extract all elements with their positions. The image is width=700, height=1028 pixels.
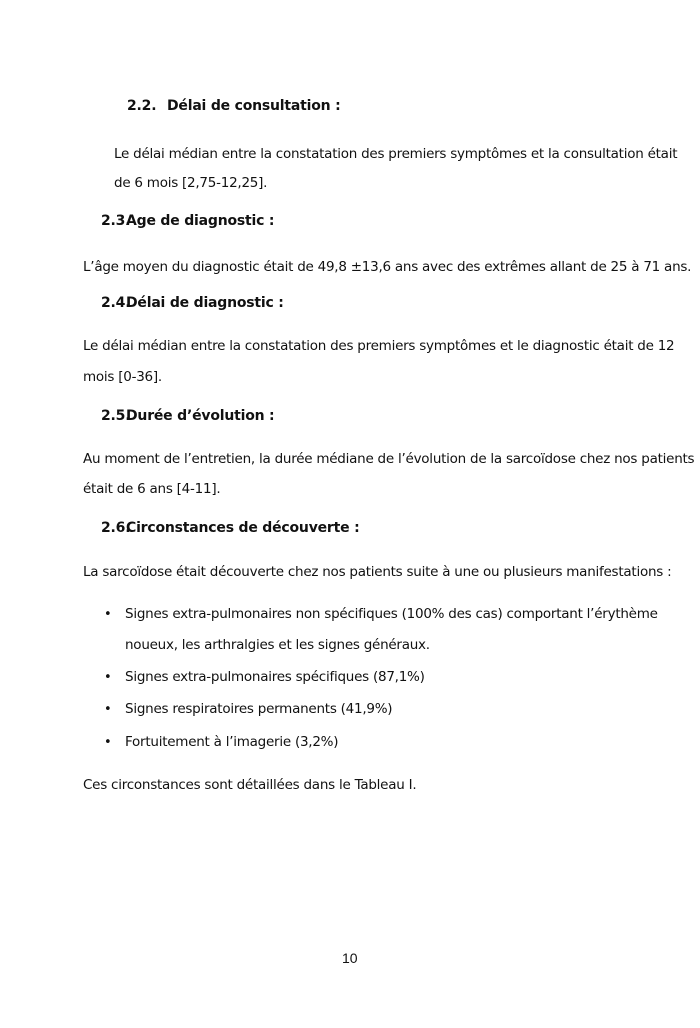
list-item: Fortuitement à l’imagerie (3,2%) [125, 734, 339, 750]
paragraph-line: Le délai médian entre la constatation des premiers symptômes et le diagnostic était de 12 [83, 338, 675, 354]
paragraph-line: La sarcoïdose était découverte chez nos patients suite à une ou plusieurs manifestations : [83, 564, 672, 580]
paragraph-line: Le délai médian entre la constatation des premiers symptômes et la consultation était [114, 146, 678, 162]
paragraph-line: L’âge moyen du diagnostic était de 49,8 ±13,6 ans avec des extrêmes allant de 25 à 71 ans. [83, 259, 692, 275]
section-title: Circonstances de découverte : [126, 520, 360, 536]
list-item-continuation: noueux, les arthralgies et les signes généraux. [125, 637, 430, 653]
section-title: Durée d’évolution : [126, 408, 275, 424]
section-number: 2.6. [101, 520, 131, 536]
section-title: Délai de consultation : [167, 98, 341, 114]
bullet-icon: • [104, 735, 112, 750]
section-heading-2-5 [101, 408, 274, 424]
section-number: 2.5. [101, 408, 131, 424]
paragraph-line: mois [0-36]. [83, 369, 162, 385]
paragraph-line: de 6 mois [2,75-12,25]. [114, 175, 268, 191]
section-title: Age de diagnostic : [126, 213, 275, 229]
section-heading-2-6 [101, 520, 359, 536]
section-title: Délai de diagnostic : [126, 295, 284, 311]
page-number: 10 [342, 950, 358, 966]
list-item: Signes respiratoires permanents (41,9%) [125, 701, 393, 717]
section-number: 2.4. [101, 295, 131, 311]
closing-paragraph: Ces circonstances sont détaillées dans le Tableau I. [83, 777, 417, 793]
bullet-icon: • [104, 702, 112, 717]
section-heading-2-3 [101, 213, 274, 229]
section-number: 2.3. [101, 213, 131, 229]
section-heading-2-4 [101, 295, 284, 311]
bullet-icon: • [104, 670, 112, 685]
paragraph-line: Au moment de l’entretien, la durée médiane de l’évolution de la sarcoïdose chez nos patients [83, 451, 695, 467]
section-heading-2-2 [127, 98, 341, 114]
bullet-icon: • [104, 607, 112, 622]
list-item: Signes extra-pulmonaires non spécifiques (100% des cas) comportant l’érythème [125, 606, 658, 622]
paragraph-line: était de 6 ans [4-11]. [83, 481, 221, 497]
section-number: 2.2. [127, 98, 157, 114]
list-item: Signes extra-pulmonaires spécifiques (87,1%) [125, 669, 425, 685]
